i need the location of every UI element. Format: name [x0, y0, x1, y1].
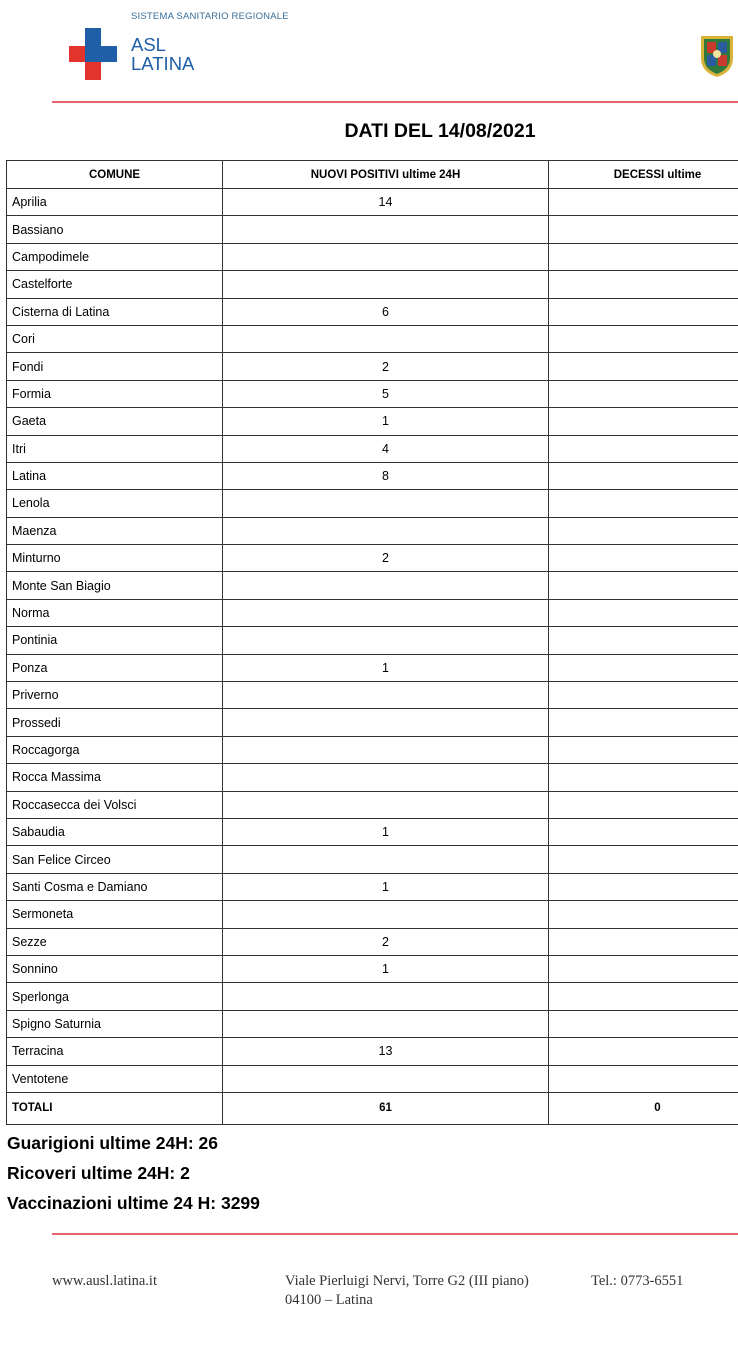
- cell-decessi: [549, 1038, 738, 1065]
- cell-nuovi-positivi: 13: [223, 1038, 549, 1065]
- column-header-decessi: DECESSI ultime: [549, 161, 738, 189]
- table-row: [7, 599, 738, 626]
- cell-decessi: [549, 736, 738, 763]
- cell-comune: Formia: [7, 380, 223, 407]
- cell-comune: Santi Cosma e Damiano: [7, 873, 223, 900]
- cell-nuovi-positivi: [223, 271, 549, 298]
- table-row: [7, 627, 738, 654]
- summary-guarigioni: Guarigioni ultime 24H: 26: [7, 1133, 219, 1153]
- table-row: [7, 846, 738, 873]
- asl-cross-logo-icon: [69, 28, 117, 80]
- cell-nuovi-positivi: 1: [223, 818, 549, 845]
- cell-comune: Priverno: [7, 682, 223, 709]
- cell-comune: Prossedi: [7, 709, 223, 736]
- cell-comune: Latina: [7, 462, 223, 489]
- cell-decessi: [549, 1010, 738, 1037]
- cell-nuovi-positivi: 2: [223, 545, 549, 572]
- cell-nuovi-positivi: [223, 682, 549, 709]
- document-title: DATI DEL 14/08/2021: [344, 120, 536, 142]
- cell-nuovi-positivi: 1: [223, 654, 549, 681]
- cell-nuovi-positivi: 1: [223, 873, 549, 900]
- totals-row: [7, 1092, 738, 1124]
- table-row: [7, 1010, 738, 1037]
- table-row: [7, 709, 738, 736]
- table-row: [7, 435, 738, 462]
- letterhead: [0, 0, 738, 104]
- total-label: TOTALI: [7, 1092, 223, 1124]
- system-label: SISTEMA SANITARIO REGIONALE: [131, 11, 289, 22]
- table-row: [7, 216, 738, 243]
- total-nuovi-positivi: 61: [223, 1092, 549, 1124]
- cell-nuovi-positivi: [223, 243, 549, 270]
- asl-logo-text: [131, 35, 194, 73]
- table-row: [7, 818, 738, 845]
- footer-divider: [52, 1233, 738, 1235]
- table-row: [7, 408, 738, 435]
- cell-comune: Castelforte: [7, 271, 223, 298]
- table-row: [7, 928, 738, 955]
- cell-decessi: [549, 243, 738, 270]
- cell-comune: Pontinia: [7, 627, 223, 654]
- cell-comune: Roccasecca dei Volsci: [7, 791, 223, 818]
- cell-decessi: [549, 791, 738, 818]
- cell-comune: Ponza: [7, 654, 223, 681]
- cell-comune: Campodimele: [7, 243, 223, 270]
- cell-comune: Sabaudia: [7, 818, 223, 845]
- cell-comune: Aprilia: [7, 189, 223, 216]
- cell-nuovi-positivi: 5: [223, 380, 549, 407]
- cell-nuovi-positivi: [223, 517, 549, 544]
- cell-decessi: [549, 462, 738, 489]
- cell-comune: Cisterna di Latina: [7, 298, 223, 325]
- cell-nuovi-positivi: [223, 325, 549, 352]
- cell-nuovi-positivi: [223, 1065, 549, 1092]
- table-row: [7, 682, 738, 709]
- cell-decessi: [549, 599, 738, 626]
- table-header-row: [7, 161, 738, 189]
- table-row: [7, 189, 738, 216]
- cell-decessi: [549, 654, 738, 681]
- cell-decessi: [549, 818, 738, 845]
- cell-nuovi-positivi: 1: [223, 955, 549, 982]
- cell-nuovi-positivi: 6: [223, 298, 549, 325]
- table-row: [7, 901, 738, 928]
- cell-decessi: [549, 682, 738, 709]
- cell-comune: Terracina: [7, 1038, 223, 1065]
- table-viewport: [0, 150, 738, 1140]
- table-row: [7, 983, 738, 1010]
- table-row: [7, 654, 738, 681]
- cell-decessi: [549, 983, 738, 1010]
- cell-nuovi-positivi: [223, 901, 549, 928]
- cell-nuovi-positivi: 14: [223, 189, 549, 216]
- cell-comune: Gaeta: [7, 408, 223, 435]
- footer-phone: Tel.: 0773-6551: [591, 1273, 684, 1289]
- cell-decessi: [549, 216, 738, 243]
- table-row: [7, 764, 738, 791]
- cell-decessi: [549, 764, 738, 791]
- cell-comune: Lenola: [7, 490, 223, 517]
- cell-decessi: [549, 408, 738, 435]
- cell-decessi: [549, 901, 738, 928]
- cell-nuovi-positivi: 2: [223, 353, 549, 380]
- cell-nuovi-positivi: [223, 216, 549, 243]
- cell-decessi: [549, 627, 738, 654]
- table-row: [7, 572, 738, 599]
- logo-line-2: LATINA: [131, 53, 195, 74]
- cell-comune: Sperlonga: [7, 983, 223, 1010]
- cell-comune: Roccagorga: [7, 736, 223, 763]
- cell-nuovi-positivi: [223, 599, 549, 626]
- cell-comune: Norma: [7, 599, 223, 626]
- cell-nuovi-positivi: [223, 490, 549, 517]
- table-row: [7, 353, 738, 380]
- table-row: [7, 298, 738, 325]
- table-row: [7, 490, 738, 517]
- cell-comune: Bassiano: [7, 216, 223, 243]
- cell-nuovi-positivi: [223, 572, 549, 599]
- logo-line-1: ASL: [131, 34, 166, 55]
- table-row: [7, 873, 738, 900]
- cell-nuovi-positivi: 8: [223, 462, 549, 489]
- cell-decessi: [549, 545, 738, 572]
- cell-nuovi-positivi: [223, 736, 549, 763]
- summary-ricoveri: Ricoveri ultime 24H: 2: [7, 1163, 190, 1183]
- table-row: [7, 1038, 738, 1065]
- cell-nuovi-positivi: 1: [223, 408, 549, 435]
- table-row: [7, 1065, 738, 1092]
- cell-comune: Sermoneta: [7, 901, 223, 928]
- cell-decessi: [549, 380, 738, 407]
- cell-comune: San Felice Circeo: [7, 846, 223, 873]
- cell-decessi: [549, 873, 738, 900]
- table-row: [7, 271, 738, 298]
- table-row: [7, 243, 738, 270]
- cell-comune: Minturno: [7, 545, 223, 572]
- cell-comune: Monte San Biagio: [7, 572, 223, 599]
- table-row: [7, 955, 738, 982]
- total-decessi: 0: [549, 1092, 738, 1124]
- cell-decessi: [549, 189, 738, 216]
- table-row: [7, 517, 738, 544]
- cell-decessi: [549, 271, 738, 298]
- header-divider: [52, 101, 738, 103]
- cell-decessi: [549, 572, 738, 599]
- cell-nuovi-positivi: [223, 709, 549, 736]
- cell-decessi: [549, 325, 738, 352]
- cell-comune: Rocca Massima: [7, 764, 223, 791]
- cell-decessi: [549, 928, 738, 955]
- table-row: [7, 380, 738, 407]
- cell-nuovi-positivi: [223, 983, 549, 1010]
- cell-nuovi-positivi: [223, 1010, 549, 1037]
- cell-comune: Ventotene: [7, 1065, 223, 1092]
- footer-address-line-1: Viale Pierluigi Nervi, Torre G2 (III piano): [285, 1273, 529, 1289]
- table-row: [7, 736, 738, 763]
- cell-decessi: [549, 1065, 738, 1092]
- data-table: [6, 160, 738, 1125]
- cell-decessi: [549, 517, 738, 544]
- cell-nuovi-positivi: 2: [223, 928, 549, 955]
- cell-comune: Maenza: [7, 517, 223, 544]
- cell-decessi: [549, 435, 738, 462]
- cell-nuovi-positivi: [223, 627, 549, 654]
- column-header-comune: COMUNE: [7, 161, 223, 189]
- cell-nuovi-positivi: 4: [223, 435, 549, 462]
- cell-comune: Fondi: [7, 353, 223, 380]
- region-emblem-icon: [697, 30, 737, 78]
- cell-decessi: [549, 353, 738, 380]
- cell-comune: Itri: [7, 435, 223, 462]
- cell-decessi: [549, 955, 738, 982]
- cell-nuovi-positivi: [223, 846, 549, 873]
- cell-comune: Sonnino: [7, 955, 223, 982]
- cell-decessi: [549, 846, 738, 873]
- cell-decessi: [549, 490, 738, 517]
- footer-website: www.ausl.latina.it: [52, 1273, 157, 1289]
- table-row: [7, 545, 738, 572]
- cell-nuovi-positivi: [223, 764, 549, 791]
- cell-comune: Sezze: [7, 928, 223, 955]
- cell-nuovi-positivi: [223, 791, 549, 818]
- cell-decessi: [549, 298, 738, 325]
- footer-address-line-2: 04100 – Latina: [285, 1292, 373, 1308]
- summary-vaccinazioni: Vaccinazioni ultime 24 H: 3299: [7, 1193, 260, 1213]
- column-header-nuovi-positivi: NUOVI POSITIVI ultime 24H: [223, 161, 549, 189]
- table-row: [7, 325, 738, 352]
- cell-comune: Cori: [7, 325, 223, 352]
- cell-decessi: [549, 709, 738, 736]
- cell-comune: Spigno Saturnia: [7, 1010, 223, 1037]
- table-row: [7, 791, 738, 818]
- table-row: [7, 462, 738, 489]
